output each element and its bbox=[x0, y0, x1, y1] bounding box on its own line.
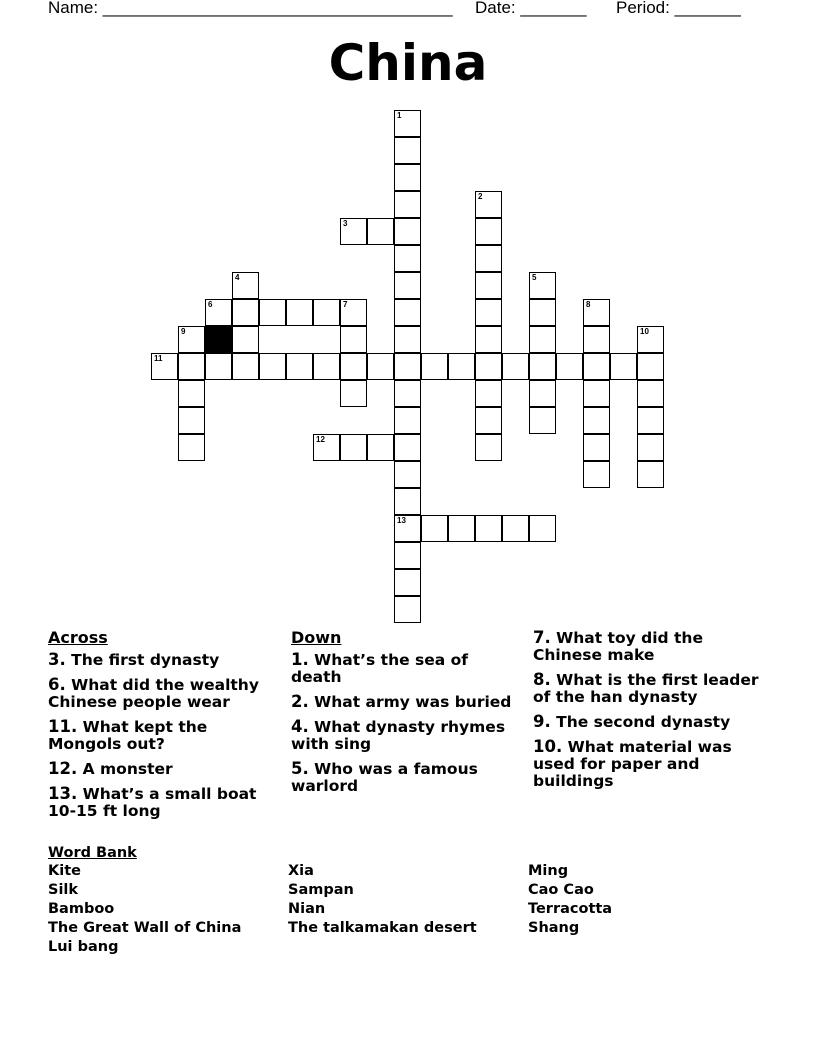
crossword-cell[interactable] bbox=[313, 353, 340, 380]
crossword-cell[interactable] bbox=[205, 299, 232, 326]
clue-number: 12. bbox=[48, 759, 78, 778]
crossword-cell[interactable] bbox=[475, 272, 502, 299]
crossword-cell[interactable] bbox=[583, 353, 610, 380]
crossword-cell[interactable] bbox=[394, 326, 421, 353]
clue-text: What did the wealthy Chinese people wear bbox=[48, 676, 259, 711]
clue-number: 3. bbox=[48, 650, 66, 669]
crossword-cell[interactable] bbox=[340, 380, 367, 407]
crossword-cell[interactable] bbox=[637, 407, 664, 434]
word-bank-entry: Cao Cao bbox=[528, 882, 594, 898]
clue-text: A monster bbox=[77, 760, 173, 778]
crossword-cell[interactable] bbox=[394, 110, 421, 137]
crossword-cell[interactable] bbox=[637, 434, 664, 461]
clue-item bbox=[533, 713, 773, 731]
clue-number: 7. bbox=[533, 628, 551, 647]
crossword-cell[interactable] bbox=[475, 434, 502, 461]
crossword-cell[interactable] bbox=[583, 461, 610, 488]
clue-text: What toy did the Chinese make bbox=[533, 629, 703, 664]
crossword-cell[interactable] bbox=[259, 299, 286, 326]
crossword-cell[interactable] bbox=[556, 353, 583, 380]
page-title: China bbox=[328, 34, 488, 92]
clue-item bbox=[48, 718, 278, 753]
crossword-cell[interactable] bbox=[394, 137, 421, 164]
crossword-cell[interactable] bbox=[394, 515, 421, 542]
crossword-cell[interactable] bbox=[502, 515, 529, 542]
crossword-cell[interactable] bbox=[475, 299, 502, 326]
date-field[interactable]: Date: _______ bbox=[475, 0, 587, 17]
crossword-cell[interactable] bbox=[583, 407, 610, 434]
crossword-cell[interactable] bbox=[583, 380, 610, 407]
word-bank-column-1 bbox=[48, 862, 241, 957]
crossword-cell[interactable] bbox=[529, 407, 556, 434]
word-bank-column-2 bbox=[288, 862, 477, 938]
clue-number-label: 7 bbox=[343, 300, 348, 309]
word-bank-entry: Bamboo bbox=[48, 901, 115, 917]
crossword-cell[interactable] bbox=[340, 434, 367, 461]
crossword-cell[interactable] bbox=[340, 353, 367, 380]
crossword-cell[interactable] bbox=[367, 353, 394, 380]
clue-number-label: 6 bbox=[208, 300, 213, 309]
clue-number-label: 1 bbox=[397, 111, 402, 120]
crossword-cell[interactable] bbox=[529, 272, 556, 299]
clue-number: 10. bbox=[533, 737, 563, 756]
crossword-cell[interactable] bbox=[583, 326, 610, 353]
crossword-cell[interactable] bbox=[448, 353, 475, 380]
clue-number: 5. bbox=[291, 759, 309, 778]
word-bank-entry: Xia bbox=[288, 863, 314, 879]
crossword-cell[interactable] bbox=[529, 326, 556, 353]
clue-text: What kept the Mongols out? bbox=[48, 718, 208, 753]
clue-number: 6. bbox=[48, 675, 66, 694]
word-bank-entry: The talkamakan desert bbox=[288, 920, 477, 936]
crossword-cell[interactable] bbox=[475, 353, 502, 380]
crossword-cell[interactable] bbox=[637, 461, 664, 488]
down-clues bbox=[291, 629, 521, 802]
crossword-cell[interactable] bbox=[394, 596, 421, 623]
crossword-cell[interactable] bbox=[421, 353, 448, 380]
clue-number: 4. bbox=[291, 717, 309, 736]
crossword-cell[interactable] bbox=[583, 434, 610, 461]
crossword-cell[interactable] bbox=[475, 218, 502, 245]
word-bank-entry: The Great Wall of China bbox=[48, 920, 242, 936]
crossword-cell[interactable] bbox=[529, 515, 556, 542]
crossword-cell[interactable] bbox=[637, 380, 664, 407]
crossword-cell[interactable] bbox=[151, 353, 178, 380]
crossword-cell[interactable] bbox=[421, 515, 448, 542]
clue-number-label: 10 bbox=[640, 327, 649, 336]
crossword-cell[interactable] bbox=[637, 326, 664, 353]
clue-number-label: 12 bbox=[316, 435, 325, 444]
clue-number: 8. bbox=[533, 670, 551, 689]
word-bank-entry: Terracotta bbox=[528, 901, 613, 917]
clue-item bbox=[291, 693, 521, 711]
crossword-cell[interactable] bbox=[610, 353, 637, 380]
crossword-cell[interactable] bbox=[232, 326, 259, 353]
crossword-cell[interactable] bbox=[232, 353, 259, 380]
crossword-cell[interactable] bbox=[394, 461, 421, 488]
crossword-cell[interactable] bbox=[232, 272, 259, 299]
period-field[interactable]: Period: _______ bbox=[616, 0, 741, 17]
clue-number-label: 9 bbox=[181, 327, 186, 336]
crossword-cell[interactable] bbox=[367, 434, 394, 461]
clue-text: What dynasty rhymes with sing bbox=[291, 718, 506, 753]
crossword-cell[interactable] bbox=[394, 488, 421, 515]
crossword-cell[interactable] bbox=[394, 245, 421, 272]
crossword-cell[interactable] bbox=[367, 218, 394, 245]
crossword-cell[interactable] bbox=[232, 299, 259, 326]
name-field[interactable]: Name: _____________________________________ bbox=[48, 0, 453, 17]
clue-number-label: 11 bbox=[154, 354, 163, 363]
crossword-cell[interactable] bbox=[313, 434, 340, 461]
crossword-cell[interactable] bbox=[475, 245, 502, 272]
clue-text: What army was buried bbox=[308, 693, 512, 711]
crossword-cell[interactable] bbox=[394, 272, 421, 299]
clue-text: The first dynasty bbox=[65, 651, 220, 669]
crossword-cell[interactable] bbox=[475, 191, 502, 218]
across-heading: Across bbox=[48, 628, 108, 647]
blocked-cell bbox=[205, 326, 232, 353]
clue-item bbox=[533, 671, 773, 706]
clue-text: What’s the sea of death bbox=[291, 651, 468, 686]
clue-number-label: 3 bbox=[343, 219, 348, 228]
crossword-cell[interactable] bbox=[583, 299, 610, 326]
word-bank-column-3 bbox=[528, 862, 612, 938]
clue-number: 11. bbox=[48, 717, 78, 736]
word-bank-entry: Shang bbox=[528, 920, 580, 936]
crossword-cell[interactable] bbox=[313, 299, 340, 326]
crossword-cell[interactable] bbox=[475, 407, 502, 434]
crossword-cell[interactable] bbox=[178, 407, 205, 434]
down-heading: Down bbox=[291, 628, 342, 647]
word-bank-entry: Nian bbox=[288, 901, 326, 917]
crossword-cell[interactable] bbox=[394, 353, 421, 380]
crossword-cell[interactable] bbox=[286, 353, 313, 380]
clue-text: What material was used for paper and buildings bbox=[533, 738, 732, 790]
clue-item bbox=[48, 785, 278, 820]
clue-text: What’s a small boat 10-15 ft long bbox=[48, 785, 257, 820]
word-bank-entry: Silk bbox=[48, 882, 79, 898]
crossword-cell[interactable] bbox=[394, 434, 421, 461]
word-bank-entry: Kite bbox=[48, 863, 81, 879]
clue-number-label: 13 bbox=[397, 516, 406, 525]
clue-number-label: 2 bbox=[478, 192, 483, 201]
clue-text: What is the first leader of the han dynasty bbox=[533, 671, 759, 706]
word-bank-entry: Lui bang bbox=[48, 939, 119, 955]
crossword-cell[interactable] bbox=[394, 218, 421, 245]
crossword-cell[interactable] bbox=[394, 299, 421, 326]
crossword-cell[interactable] bbox=[178, 380, 205, 407]
crossword-cell[interactable] bbox=[340, 326, 367, 353]
clue-item bbox=[48, 651, 278, 669]
crossword-cell[interactable] bbox=[529, 353, 556, 380]
crossword-cell[interactable] bbox=[637, 353, 664, 380]
clue-item bbox=[291, 651, 521, 686]
clue-item bbox=[48, 760, 278, 778]
crossword-cell[interactable] bbox=[394, 407, 421, 434]
crossword-cell[interactable] bbox=[394, 569, 421, 596]
clue-text: The second dynasty bbox=[550, 713, 731, 731]
crossword-cell[interactable] bbox=[394, 191, 421, 218]
crossword-cell[interactable] bbox=[475, 380, 502, 407]
clue-number-label: 5 bbox=[532, 273, 537, 282]
clue-text: Who was a famous warlord bbox=[291, 760, 478, 795]
clue-number: 13. bbox=[48, 784, 78, 803]
crossword-cell[interactable] bbox=[340, 299, 367, 326]
crossword-cell[interactable] bbox=[475, 326, 502, 353]
crossword-cell[interactable] bbox=[502, 353, 529, 380]
crossword-cell[interactable] bbox=[394, 380, 421, 407]
crossword-cell[interactable] bbox=[394, 542, 421, 569]
clue-item bbox=[533, 629, 773, 664]
crossword-cell[interactable] bbox=[178, 434, 205, 461]
clue-item bbox=[291, 760, 521, 795]
crossword-cell[interactable] bbox=[448, 515, 475, 542]
crossword-cell[interactable] bbox=[529, 380, 556, 407]
crossword-cell[interactable] bbox=[394, 164, 421, 191]
down-clues-continued bbox=[533, 629, 773, 797]
across-clues bbox=[48, 629, 278, 827]
crossword-cell[interactable] bbox=[340, 218, 367, 245]
word-bank-title: Word Bank bbox=[48, 845, 137, 861]
crossword-cell[interactable] bbox=[205, 353, 232, 380]
clue-number: 1. bbox=[291, 650, 309, 669]
clue-item bbox=[533, 738, 773, 790]
clue-item bbox=[48, 676, 278, 711]
clue-number: 2. bbox=[291, 692, 309, 711]
crossword-cell[interactable] bbox=[178, 353, 205, 380]
clue-number-label: 8 bbox=[586, 300, 591, 309]
clue-number-label: 4 bbox=[235, 273, 240, 282]
clue-number: 9. bbox=[533, 712, 551, 731]
crossword-cell[interactable] bbox=[286, 299, 313, 326]
crossword-cell[interactable] bbox=[475, 515, 502, 542]
word-bank-entry: Sampan bbox=[288, 882, 354, 898]
crossword-cell[interactable] bbox=[259, 353, 286, 380]
word-bank-entry: Ming bbox=[528, 863, 569, 879]
clue-item bbox=[291, 718, 521, 753]
crossword-cell[interactable] bbox=[529, 299, 556, 326]
crossword-cell[interactable] bbox=[178, 326, 205, 353]
